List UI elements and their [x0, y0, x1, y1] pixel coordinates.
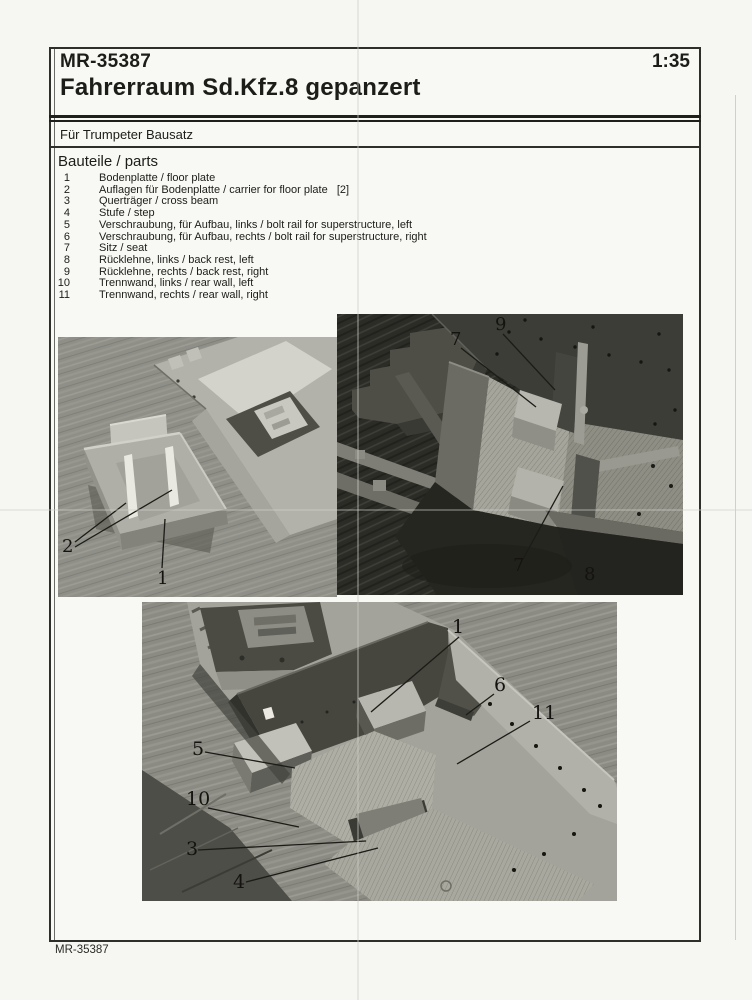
scale-label: 1:35	[651, 51, 690, 72]
callout-part-3: 3	[186, 838, 199, 860]
photo-chassis-seats-svg	[337, 314, 683, 595]
part-number: 9	[63, 265, 70, 278]
callout-part-11: 11	[532, 702, 557, 724]
part-name: Rücklehne, rechts / back rest, right	[99, 265, 269, 278]
kit-compatibility-note: Für Trumpeter Bausatz	[60, 127, 193, 142]
part-number: 11	[58, 289, 70, 302]
callout-part-10: 10	[186, 788, 211, 810]
part-name: Verschraubung, für Aufbau, links / bolt rail for superstructure, left	[99, 218, 413, 231]
part-number: 3	[63, 195, 70, 208]
parts-list-heading: Bauteile / parts	[58, 153, 159, 170]
part-number: 5	[63, 218, 70, 231]
photo-assembled-compartment	[142, 602, 617, 901]
part-name: Bodenplatte / floor plate	[99, 172, 216, 184]
part-name: Trennwand, rechts / rear wall, right	[99, 289, 268, 302]
callout-part-9: 9	[495, 314, 507, 335]
photo-artwork	[142, 602, 617, 901]
part-row	[52, 173, 692, 185]
callout-part-4: 4	[233, 871, 246, 893]
part-row	[52, 220, 692, 232]
fold-crease-vertical	[357, 0, 359, 1000]
part-number: 10	[57, 277, 70, 290]
photo-chassis-seats	[337, 314, 683, 595]
divider-rule-thick	[49, 115, 701, 118]
product-code: MR-35387	[60, 51, 152, 72]
photo-floor-plate	[58, 337, 337, 597]
callout-part-6: 6	[494, 674, 507, 696]
divider-rule-subtitle	[49, 146, 701, 148]
part-name: Querträger / cross beam	[99, 195, 219, 208]
parts-list	[52, 173, 692, 302]
part-number: 1	[63, 172, 70, 184]
callout-part-7-bottom: 7	[513, 555, 525, 576]
page-title: Fahrerraum Sd.Kfz.8 gepanzert	[60, 74, 421, 101]
callout-part-1: 1	[452, 616, 465, 638]
part-name: Sitz / seat	[99, 242, 148, 255]
photo-artwork	[58, 337, 337, 597]
part-number: 7	[63, 242, 70, 255]
part-number: 2	[63, 183, 70, 196]
callout-part-1: 1	[157, 568, 169, 589]
page-edge-shadow	[735, 95, 736, 940]
part-name: Rücklehne, links / back rest, left	[99, 253, 254, 266]
photo-artwork	[337, 314, 683, 595]
callout-part-7-top: 7	[450, 329, 462, 350]
fold-crease-horizontal	[0, 509, 752, 511]
part-number: 6	[63, 230, 70, 243]
callout-part-8: 8	[584, 564, 596, 585]
part-row	[52, 290, 692, 302]
part-number: 4	[63, 207, 70, 220]
part-number: 8	[63, 253, 70, 266]
part-name: Stufe / step	[99, 207, 155, 220]
part-name: Trennwand, links / rear wall, left	[99, 277, 254, 290]
part-name: Auflagen für Bodenplatte / carrier for floor plate [2]	[99, 183, 350, 196]
part-row	[52, 255, 692, 267]
part-name: Verschraubung, für Aufbau, rechts / bolt rail for superstructure, right	[99, 230, 427, 243]
divider-rule-thin	[49, 120, 701, 122]
photo-assembled-compartment-svg	[142, 602, 617, 901]
photo-floor-plate-svg	[58, 337, 337, 597]
callout-part-5: 5	[192, 738, 205, 760]
callout-part-2: 2	[62, 536, 74, 557]
part-row	[52, 232, 692, 244]
footer-product-code: MR-35387	[55, 944, 109, 956]
